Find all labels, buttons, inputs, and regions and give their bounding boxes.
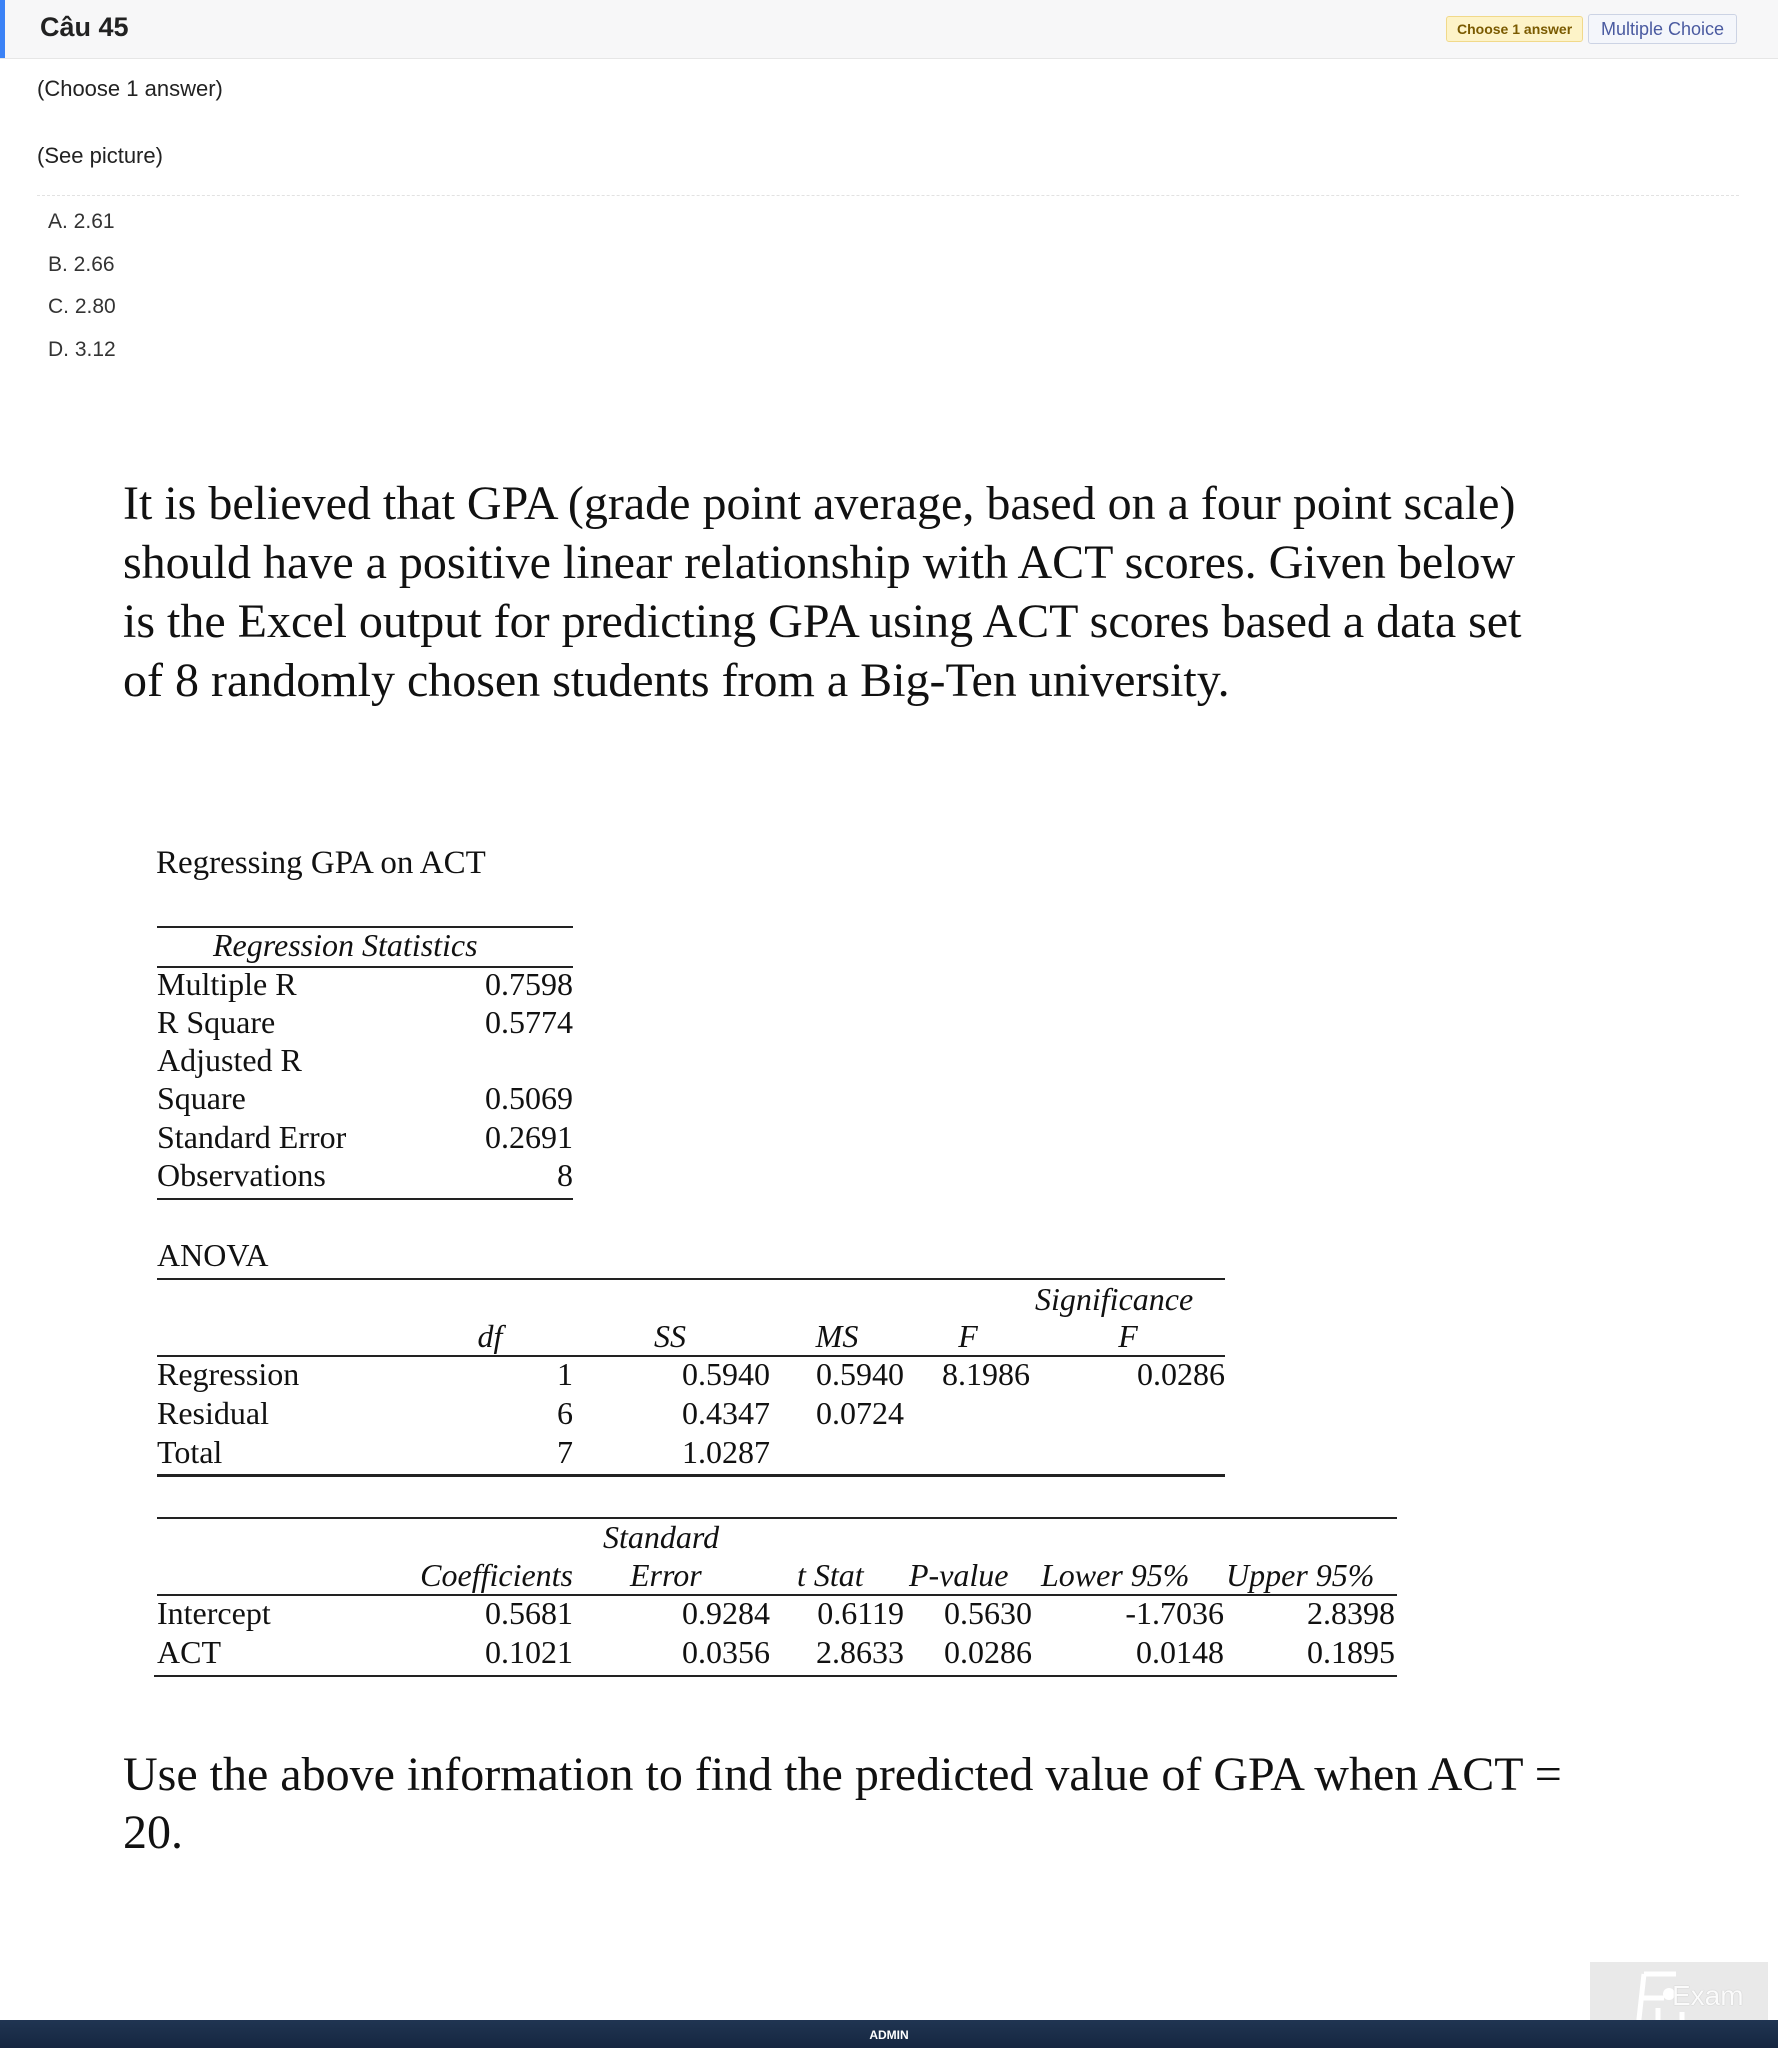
stats-bottom-rule [157,1198,573,1200]
anova-ss: 1.0287 [682,1434,770,1470]
coef-pvalue: 0.5630 [944,1595,1032,1631]
option-c[interactable]: C. 2.80 [48,295,116,318]
stats-value: 0.5774 [485,1004,573,1040]
question-number: Câu 45 [40,12,129,42]
coef-lower: 0.0148 [1136,1634,1224,1670]
option-d[interactable]: D. 3.12 [48,337,116,361]
coef-se: 0.0356 [682,1634,770,1670]
anova-header-ms: MS [815,1318,859,1354]
coef-row-label: Intercept [157,1595,271,1631]
stats-label: Observations [157,1157,326,1193]
coef-lower: -1.7036 [1125,1595,1224,1631]
coef-upper: 2.8398 [1307,1595,1395,1631]
choose-instruction: (Choose 1 answer) [37,76,223,101]
coef-tstat: 0.6119 [817,1595,904,1631]
anova-header-ss: SS [654,1318,686,1354]
coef-header-se-line2: Error [630,1557,702,1593]
coef-header-se-line1: Standard [603,1519,720,1555]
divider [37,195,1739,196]
anova-header-df: df [477,1318,503,1354]
anova-bottom-rule [157,1474,1225,1477]
see-picture-instruction: (See picture) [37,143,163,168]
coef-pvalue: 0.0286 [944,1634,1032,1670]
anova-df: 7 [557,1434,573,1470]
stats-label: Square [157,1080,246,1116]
coef-value: 0.5681 [485,1595,573,1631]
anova-header-rule [157,1355,1225,1357]
footer-bar [0,2020,1778,2048]
stats-value: 8 [557,1157,573,1193]
anova-df: 1 [557,1356,573,1392]
coef-header-lower: Lower 95% [1041,1557,1190,1593]
coef-upper: 0.1895 [1307,1634,1395,1670]
coef-top-rule [157,1517,1397,1519]
anova-df: 6 [557,1395,573,1431]
coef-tstat: 2.8633 [816,1634,904,1670]
stats-header-rule [157,966,573,968]
stats-header: Regression Statistics [213,927,478,963]
stats-value: 0.5069 [485,1080,573,1116]
stats-top-rule [157,926,573,928]
coef-header-coefficients: Coefficients [420,1557,573,1593]
final-question: Use the above information to find the predicted value of GPA when ACT = 20. [123,1748,1562,1859]
stats-value: 0.2691 [485,1119,573,1155]
choose-one-badge: Choose 1 answer [1446,16,1583,42]
anova-header-sig: Significance [1035,1281,1194,1317]
stats-value: 0.7598 [485,966,573,1002]
coef-value: 0.1021 [485,1634,573,1670]
anova-ss: 0.4347 [682,1395,770,1431]
anova-f: 8.1986 [942,1356,1030,1392]
coef-header-tstat: t Stat [797,1557,864,1593]
stats-label: Standard Error [157,1119,347,1155]
stats-label: Adjusted R [157,1042,302,1078]
coef-bottom-rule [154,1675,1397,1677]
question-header [0,0,1778,59]
anova-row-label: Total [157,1434,223,1470]
anova-ss: 0.5940 [682,1356,770,1392]
question-paragraph: It is believed that GPA (grade point average, based on a four point scale) should have a positive linear relationship with ACT scores. Given below is the Excel output for predicting GPA using ACT scores based a data set of 8 randomly chosen students from a Big-Ten university. [123,477,1522,707]
anova-top-rule [157,1278,1225,1280]
footer-admin-label: ADMIN [869,2028,909,2042]
coef-header-rule [157,1594,1397,1596]
exam-logo-text: Exam [1672,1980,1744,2011]
anova-sig: 0.0286 [1137,1356,1225,1392]
option-a[interactable]: A. 2.61 [48,210,115,233]
anova-ms: 0.5940 [816,1356,904,1392]
anova-label: ANOVA [157,1237,269,1273]
coef-row-label: ACT [157,1634,221,1670]
anova-header-f: F [958,1318,978,1354]
coef-header-upper: Upper 95% [1226,1557,1375,1593]
anova-header-sig-f: F [1118,1318,1138,1354]
question-type-badge: Multiple Choice [1588,14,1737,44]
option-b[interactable]: B. 2.66 [48,252,115,276]
header-accent-bar [0,0,5,58]
answer-options [48,208,116,378]
coef-header-pvalue: P-value [909,1557,1009,1593]
anova-ms: 0.0724 [816,1395,904,1431]
stats-label: Multiple R [157,966,297,1002]
stats-label: R Square [157,1004,276,1040]
anova-row-label: Residual [157,1395,269,1431]
coef-se: 0.9284 [682,1595,770,1631]
anova-row-label: Regression [157,1356,300,1392]
regression-title: Regressing GPA on ACT [156,845,486,881]
